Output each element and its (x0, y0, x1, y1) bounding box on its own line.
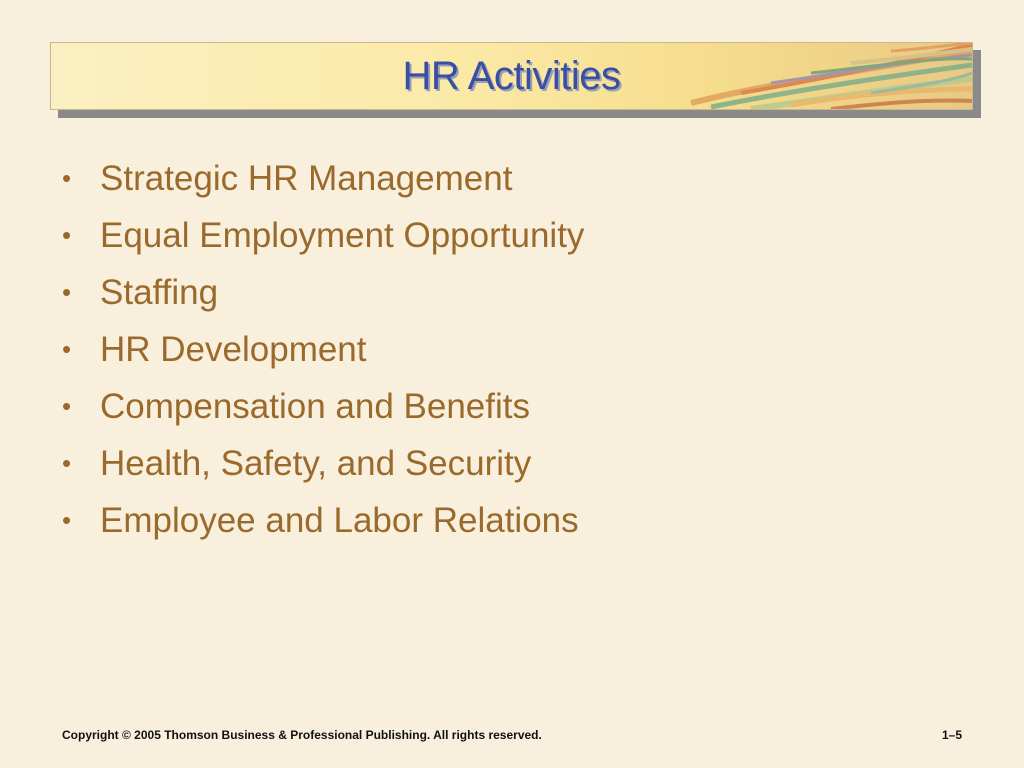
bullet-icon: • (62, 391, 72, 421)
list-item (62, 321, 584, 378)
slide-title: HR Activities (402, 54, 621, 98)
bullet-icon: • (62, 334, 72, 364)
list-item (62, 264, 584, 321)
list-item-text: Staffing (100, 273, 219, 312)
list-item-text: Equal Employment Opportunity (100, 216, 585, 255)
list-item-text: Health, Safety, and Security (100, 444, 532, 483)
list-item (62, 150, 584, 207)
copyright-footer: Copyright © 2005 Thomson Business & Professional Publishing. All rights reserved. (62, 728, 542, 742)
bullet-list (62, 150, 584, 549)
bullet-icon: • (62, 448, 72, 478)
list-item-text: HR Development (100, 330, 367, 369)
bullet-icon: • (62, 220, 72, 250)
list-item (62, 378, 584, 435)
bullet-icon: • (62, 163, 72, 193)
bullet-icon: • (62, 277, 72, 307)
list-item-text: Compensation and Benefits (100, 387, 530, 426)
list-item-text: Strategic HR Management (100, 159, 513, 198)
page-number: 1–5 (941, 728, 962, 742)
list-item (62, 207, 584, 264)
list-item-text: Employee and Labor Relations (100, 501, 579, 540)
list-item (62, 435, 584, 492)
list-item (62, 492, 584, 549)
bullet-icon: • (62, 505, 72, 535)
title-banner (50, 42, 973, 110)
